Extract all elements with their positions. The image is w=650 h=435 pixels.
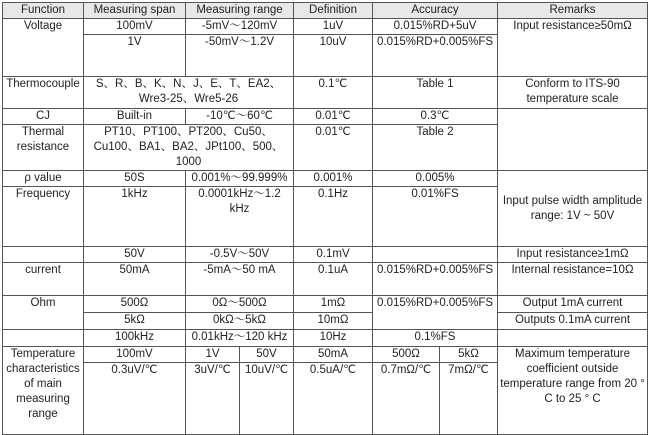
- ohm-5k-span: 5kΩ: [84, 313, 186, 330]
- v50-function-empty: [3, 247, 84, 263]
- table-row: [3, 247, 648, 263]
- voltage-100mv-range: -5mV～120mV: [186, 19, 294, 35]
- remarks-empty: [498, 109, 648, 171]
- v50-range: -0.5V～50V: [186, 247, 294, 263]
- voltage-1v-accuracy: 0.015%RD+0.005%FS: [373, 35, 498, 77]
- cj-accuracy: 0.3℃: [373, 109, 498, 125]
- khz100-accuracy: 0.1%FS: [373, 330, 498, 347]
- voltage-1v-range: -50mV～1.2V: [186, 35, 294, 77]
- frequency-remarks: Input pulse width amplitude range: 1V ~ 50V: [498, 171, 648, 247]
- table-row: [3, 77, 648, 109]
- thermal-definition: 0.01℃: [294, 125, 373, 171]
- header-range: Measuring range: [186, 3, 294, 19]
- rho-function: ρ value: [3, 171, 84, 187]
- temp-head-100mv: 100mV: [84, 347, 186, 363]
- ohm-5k-range: 0kΩ～5kΩ: [186, 313, 294, 330]
- rho-accuracy: 0.005%: [373, 171, 498, 187]
- temp-val-50ma: 0.5uA/℃: [294, 363, 373, 435]
- temp-val-1v: 3uV/℃: [186, 363, 240, 435]
- thermocouple-accuracy: Table 1: [373, 77, 498, 109]
- khz100-definition: 10Hz: [294, 330, 373, 347]
- thermal-function: Thermal resistance: [3, 125, 84, 171]
- ohm-500-span: 500Ω: [84, 296, 186, 313]
- current-accuracy: 0.015%RD+0.005%FS: [373, 263, 498, 296]
- cj-range: -10℃～60℃: [186, 109, 294, 125]
- temp-head-1v: 1V: [186, 347, 240, 363]
- voltage-remarks: Input resistance≥50mΩ: [498, 19, 648, 77]
- khz100-range: 0.01kHz～120 kHz: [186, 330, 294, 347]
- rho-span: 50S: [84, 171, 186, 187]
- table-row: [3, 313, 648, 330]
- thermocouple-function: Thermocouple: [3, 77, 84, 109]
- voltage-100mv-definition: 1uV: [294, 19, 373, 35]
- v50-span: 50V: [84, 247, 186, 263]
- current-range: -5mA～50 mA: [186, 263, 294, 296]
- header-definition: Definition: [294, 3, 373, 19]
- rho-range: 0.001%～99.999%: [186, 171, 294, 187]
- ohm-500-remarks: Output 1mA current: [498, 296, 648, 313]
- table-row: [3, 263, 648, 296]
- frequency-accuracy: 0.01%FS: [373, 187, 498, 247]
- thermocouple-remarks: Conform to ITS-90 temperature scale: [498, 77, 648, 109]
- thermal-accuracy: Table 2: [373, 125, 498, 171]
- ohm-5k-remarks: Outputs 0.1mA current: [498, 313, 648, 330]
- header-accuracy: Accuracy: [373, 3, 498, 19]
- spec-table: [2, 2, 648, 435]
- v50-accuracy-empty: [373, 247, 498, 263]
- thermocouple-types: S、R、B、K、N、J、E、T、EA2、Wre3-25、Wre5-26: [84, 77, 294, 109]
- cj-definition: 0.01℃: [294, 109, 373, 125]
- table-row: [3, 171, 648, 187]
- temp-val-50v: 10uV/℃: [240, 363, 294, 435]
- current-remarks: Internal resistance=10Ω: [498, 263, 648, 296]
- khz100-remarks-empty: [498, 330, 648, 347]
- temp-val-5kohm: 7mΩ/℃: [440, 363, 498, 435]
- khz100-span: 100kHz: [84, 330, 186, 347]
- voltage-1v-definition: 10uV: [294, 35, 373, 77]
- temp-head-5kohm: 5kΩ: [440, 347, 498, 363]
- rho-definition: 0.001%: [294, 171, 373, 187]
- thermal-types: PT10、PT100、PT200、Cu50、Cu100、BA1、BA2、JPt100、500、1000: [84, 125, 294, 171]
- v50-definition: 0.1mV: [294, 247, 373, 263]
- frequency-function: Frequency: [3, 187, 84, 247]
- temp-head-50ma: 50mA: [294, 347, 373, 363]
- temp-head-50v: 50V: [240, 347, 294, 363]
- current-definition: 0.1uA: [294, 263, 373, 296]
- table-row: [3, 109, 648, 125]
- voltage-function: Voltage: [3, 19, 84, 77]
- ohm-500-definition: 1mΩ: [294, 296, 373, 313]
- table-row: [3, 330, 648, 347]
- temp-val-100mv: 0.3uV/℃: [84, 363, 186, 435]
- frequency-range: 0.0001kHz～1.2 kHz: [186, 187, 294, 247]
- current-function: current: [3, 263, 84, 296]
- cj-function: CJ: [3, 109, 84, 125]
- frequency-definition: 0.1Hz: [294, 187, 373, 247]
- temp-val-500ohm: 0.7mΩ/℃: [373, 363, 440, 435]
- v50-remarks: Input resistance≥1mΩ: [498, 247, 648, 263]
- khz100-function-empty: [3, 330, 84, 347]
- header-span: Measuring span: [84, 3, 186, 19]
- table-row: [3, 347, 648, 363]
- temp-function: Temperature characteristics of main measuring range: [3, 347, 84, 435]
- voltage-100mv-accuracy: 0.015%RD+5uV: [373, 19, 498, 35]
- temp-head-500ohm: 500Ω: [373, 347, 440, 363]
- current-span: 50mA: [84, 263, 186, 296]
- temp-remarks: Maximum temperature coefficient outside temperature range from 20 ° C to 25 ° C: [498, 347, 648, 435]
- frequency-span: 1kHz: [84, 187, 186, 247]
- header-function: Function: [3, 3, 84, 19]
- ohm-function: Ohm: [3, 296, 84, 330]
- ohm-accuracy: 0.015%RD+0.005%FS: [373, 296, 498, 330]
- header-row: [3, 3, 648, 19]
- table-row: [3, 296, 648, 313]
- header-remarks: Remarks: [498, 3, 648, 19]
- voltage-1v-span: 1V: [84, 35, 186, 77]
- ohm-500-range: 0Ω～500Ω: [186, 296, 294, 313]
- ohm-5k-definition: 10mΩ: [294, 313, 373, 330]
- voltage-100mv-span: 100mV: [84, 19, 186, 35]
- table-row: [3, 19, 648, 35]
- cj-span: Built-in: [84, 109, 186, 125]
- thermocouple-definition: 0.1℃: [294, 77, 373, 109]
